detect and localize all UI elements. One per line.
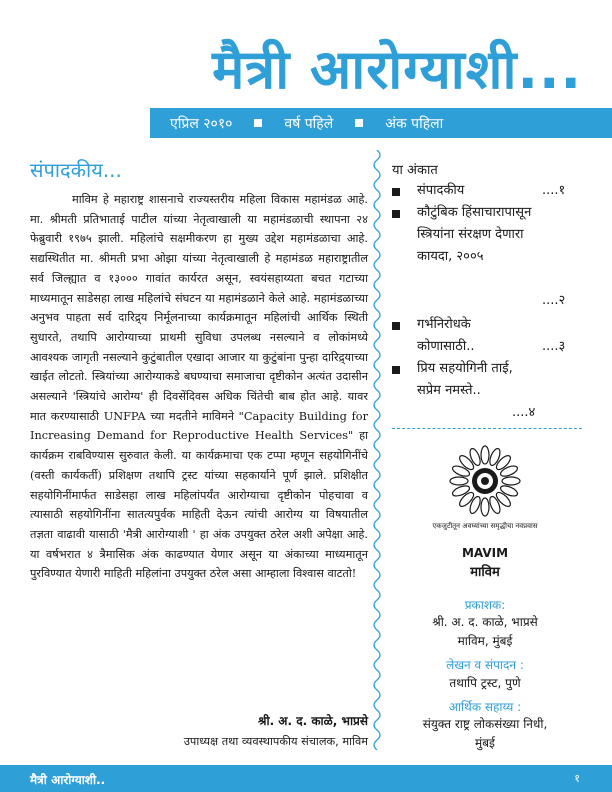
- publisher-line: श्री. अ. द. काळे, भाप्रसे: [432, 615, 538, 629]
- masthead: [0, 0, 612, 142]
- square-bullet-icon: [392, 366, 400, 374]
- publisher-label: प्रकाशक:: [464, 598, 506, 612]
- editor-text: तथापि ट्रस्ट, पुणे: [449, 676, 521, 690]
- contents-item-page: ....४: [512, 405, 536, 420]
- support-line: मुंबई: [475, 736, 495, 750]
- logo-ring-text: एकजुटीतून अवघ्यांच्या समृद्धीचा नवप्रवास: [432, 522, 538, 530]
- footer-bar: [0, 765, 612, 792]
- issue-year: वर्ष पहिले: [284, 115, 334, 132]
- editorial-paragraph: माविम हे महाराष्ट्र शासनाचे राज्यस्तरीय महिला विकास महामंडळ आहे. मा. श्रीमती प्रतिभाताई पाटील यांच्या नेतृत्वाखाली या महामंडळाची स्थापना २४ फेब्रुवारी १९७५ झाली. महिलांचे सक्षमीकरण हा मुख्य उद्देश महामंडळाचा आहे. सद्यस्थितीत मा. श्रीमती प्रभा ओझा यांच्या नेतृत्वाखाली हे महामंडळ महाराष्ट्रातील सर्व जिल्ह्यात व १३००० गावांत कार्यरत असून, स्वयंसहाय्यता बचत गटाच्या माध्यमातून साडेसहा लाख महिलांचे संघटन या महामंडळाने केले आहे. महामंडळाच्या अनुभव पाहता सर्व दारिद्र्य निर्मूलनाच्या कार्यक्रमातून महिलांची आर्थिक स्थिती सुधारते, तथापि आरोग्याच्या प्राथमी सुविधा उपलब्ध नसल्याने व लोकांमध्ये आवश्यक जागृती नसल्याने कुटुंबातील एखादा आजार या कुटुंबांना पुन्हा दारिद्र्याच्या खाईत लोटतो. स्त्रियांच्या आरोग्याकडे बघण्याचा समाजाचा दृष्टीकोन अत्यंत उदासीन असल्याने 'स्त्रियांचे आरोग्य' ही दिवसेंदिवस अधिक चिंतेची बाब होत आहे. यावर मात करण्यासाठी UNFPA च्या मदतीने माविमने "Capacity Building for Increasing Demand for Reproductive Health Services" हा कार्यक्रम राबविण्यास सुरुवात केली. या कार्यक्रमाचा एक टप्पा म्हणून सहयोगिनींचे (वस्ती कार्यकर्ती) प्रशिक्षण तथापि ट्रस्ट यांच्या सहकार्याने पूर्ण झाले. प्रशिक्षीत सहयोगिनींमार्फत साडेसहा लाख महिलांपर्यंत आरोग्याचा दृष्टीकोन पोहचावा व त्यासाठी सहयोगिनींना सातत्यपुर्वक माहिती देऊन त्यांची आरोग्य या विषयातील तज्ञता वाढावी यासाठी 'मैत्री आरोग्याशी ' हा अंक उपयुक्त ठरेल अशी अपेक्षा आहे. या वर्षभरात ४ त्रैमासिक अंक काढण्यात येणार असून या अंकाच्या माध्यमातून पुरविण्यात येणारी माहिती महिलांना उपयुक्त ठरेल असा आम्हाला विश्वास वाटतो!: [30, 193, 368, 581]
- contents-heading: या अंकात: [392, 163, 438, 178]
- mavim-logo: [444, 440, 526, 522]
- contents-item-title: संपादकीय: [417, 183, 465, 198]
- square-bullet-icon: [392, 322, 400, 330]
- contents-item: [392, 180, 582, 202]
- issue-number: अंक पहिला: [385, 115, 444, 132]
- footer-title: मैत्री आरोग्याशी..: [30, 773, 106, 787]
- signature-role: उपाध्यक्ष तथा व्यवस्थापकीय संचालक, माविम: [183, 735, 368, 748]
- issue-date: एप्रिल २०१०: [170, 115, 233, 132]
- contents-item: [392, 358, 582, 420]
- support-label: आर्थिक सहाय्य :: [448, 700, 522, 714]
- editor-label: लेखन व संपादन :: [446, 658, 524, 672]
- logo-name-english: MAVIM: [461, 546, 509, 560]
- contents-item-page: ....१: [542, 183, 566, 198]
- wavy-divider: [370, 150, 384, 750]
- square-bullet-icon: [392, 210, 400, 218]
- divider: [392, 428, 582, 429]
- contents-item-title: प्रिय सहयोगिनी ताई, सप्रेम नमस्ते..: [417, 361, 513, 398]
- logo-name-marathi: माविम: [470, 565, 500, 580]
- square-bullet-icon: [392, 188, 400, 196]
- page-number: १: [574, 772, 580, 785]
- contents-item-title: कौटुंबिक हिंसाचारापासून स्त्रियांना संरक्षण देणारा कायदा, २००५: [417, 205, 532, 264]
- editorial-body: [30, 190, 368, 584]
- support-line: संयुक्त राष्ट्र लोकसंख्या निधी,: [422, 717, 548, 731]
- square-bullet-icon: [254, 119, 262, 127]
- newsletter-title: मैत्री आरोग्याशी...: [212, 38, 582, 101]
- contents-item-title: गर्भनिरोधके कोणासाठी..: [417, 317, 475, 354]
- publisher-line: माविम, मुंबई: [457, 634, 513, 648]
- contents-item-page: ....३: [542, 339, 566, 354]
- editorial-heading: संपादकीय...: [30, 158, 122, 182]
- signature-name: श्री. अ. द. काळे, भाप्रसे: [257, 714, 368, 728]
- contents-item-page: ....२: [542, 293, 566, 308]
- contents-item: [392, 202, 582, 308]
- contents-item: [392, 314, 582, 358]
- issue-info-bar: [150, 108, 612, 138]
- square-bullet-icon: [355, 119, 363, 127]
